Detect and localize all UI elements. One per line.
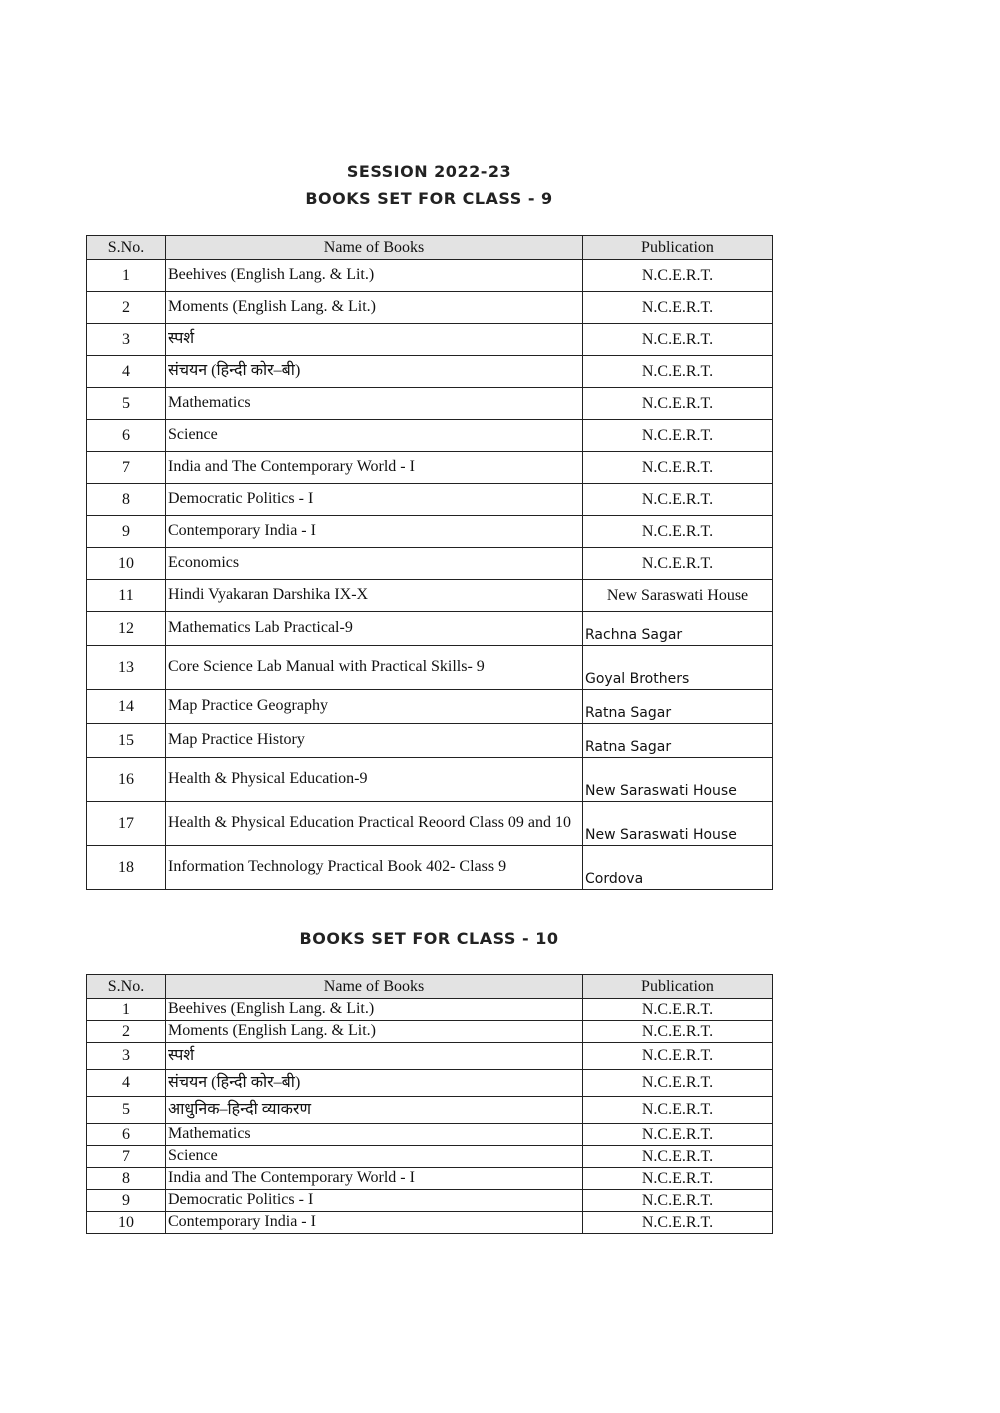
cell-book-name: स्पर्श [166, 324, 583, 356]
cell-sno: 6 [87, 1124, 166, 1146]
table-row [87, 999, 773, 1021]
cell-publication: N.C.E.R.T. [583, 1168, 773, 1190]
cell-publication: Ratna Sagar [583, 724, 773, 758]
cell-publication: N.C.E.R.T. [583, 324, 773, 356]
cell-sno: 10 [87, 1212, 166, 1234]
cell-book-name: Beehives (English Lang. & Lit.) [166, 999, 583, 1021]
cell-publication: N.C.E.R.T. [583, 260, 773, 292]
table-header-row [87, 975, 773, 999]
table-row [87, 1070, 773, 1097]
cell-sno: 2 [87, 1021, 166, 1043]
cell-sno: 11 [87, 580, 166, 612]
class10-title: BOOKS SET FOR CLASS - 10 [299, 929, 559, 948]
table-row [87, 1021, 773, 1043]
cell-book-name: संचयन (हिन्दी कोर–बी) [166, 356, 583, 388]
table-row [87, 846, 773, 890]
cell-sno: 6 [87, 420, 166, 452]
cell-sno: 8 [87, 484, 166, 516]
class9-title: BOOKS SET FOR CLASS - 9 [305, 189, 553, 208]
table-row [87, 724, 773, 758]
cell-book-name: आधुनिक–हिन्दी व्याकरण [166, 1097, 583, 1124]
table-row [87, 612, 773, 646]
cell-book-name: Contemporary India - I [166, 516, 583, 548]
cell-book-name: Science [166, 1146, 583, 1168]
table-row [87, 690, 773, 724]
table-row [87, 646, 773, 690]
cell-book-name: Mathematics [166, 388, 583, 420]
table-row [87, 580, 773, 612]
table-row [87, 484, 773, 516]
cell-book-name: Information Technology Practical Book 402- Class 9 [166, 846, 583, 890]
cell-sno: 13 [87, 646, 166, 690]
table-header-row [87, 236, 773, 260]
cell-sno: 10 [87, 548, 166, 580]
table-row [87, 388, 773, 420]
table-row [87, 292, 773, 324]
column-header-sno: S.No. [87, 975, 166, 999]
cell-book-name: India and The Contemporary World - I [166, 452, 583, 484]
cell-publication: N.C.E.R.T. [583, 1124, 773, 1146]
cell-publication: N.C.E.R.T. [583, 548, 773, 580]
cell-sno: 7 [87, 452, 166, 484]
cell-book-name: Core Science Lab Manual with Practical Skills- 9 [166, 646, 583, 690]
cell-sno: 7 [87, 1146, 166, 1168]
column-header-publication: Publication [583, 975, 773, 999]
cell-sno: 14 [87, 690, 166, 724]
cell-publication: New Saraswati House [583, 758, 773, 802]
cell-book-name: Health & Physical Education Practical Reoord Class 09 and 10 [166, 802, 583, 846]
cell-sno: 5 [87, 1097, 166, 1124]
table-row [87, 758, 773, 802]
cell-book-name: Mathematics Lab Practical-9 [166, 612, 583, 646]
cell-sno: 2 [87, 292, 166, 324]
cell-publication: N.C.E.R.T. [583, 388, 773, 420]
table-row [87, 548, 773, 580]
class10-books-table [86, 974, 773, 1234]
table-row [87, 1212, 773, 1234]
table-row [87, 1043, 773, 1070]
cell-publication: N.C.E.R.T. [583, 999, 773, 1021]
cell-sno: 8 [87, 1168, 166, 1190]
table-row [87, 356, 773, 388]
table-row [87, 1146, 773, 1168]
cell-publication: Goyal Brothers [583, 646, 773, 690]
table-row [87, 324, 773, 356]
cell-book-name: Democratic Politics - I [166, 1190, 583, 1212]
cell-publication: N.C.E.R.T. [583, 484, 773, 516]
cell-publication: New Saraswati House [583, 580, 773, 612]
table-row [87, 1168, 773, 1190]
table-row [87, 516, 773, 548]
cell-publication: N.C.E.R.T. [583, 1097, 773, 1124]
cell-sno: 18 [87, 846, 166, 890]
cell-publication: N.C.E.R.T. [583, 1043, 773, 1070]
column-header-name: Name of Books [166, 975, 583, 999]
table-row [87, 1124, 773, 1146]
cell-book-name: Democratic Politics - I [166, 484, 583, 516]
cell-book-name: स्पर्श [166, 1043, 583, 1070]
cell-book-name: Health & Physical Education-9 [166, 758, 583, 802]
table-row [87, 420, 773, 452]
cell-sno: 1 [87, 260, 166, 292]
cell-book-name: संचयन (हिन्दी कोर–बी) [166, 1070, 583, 1097]
cell-book-name: Hindi Vyakaran Darshika IX-X [166, 580, 583, 612]
cell-sno: 9 [87, 1190, 166, 1212]
table-row [87, 1190, 773, 1212]
cell-book-name: Moments (English Lang. & Lit.) [166, 1021, 583, 1043]
session-title: SESSION 2022-23 [346, 162, 512, 181]
cell-sno: 3 [87, 324, 166, 356]
cell-publication: N.C.E.R.T. [583, 292, 773, 324]
table-row [87, 452, 773, 484]
cell-publication: N.C.E.R.T. [583, 356, 773, 388]
cell-publication: N.C.E.R.T. [583, 1070, 773, 1097]
cell-book-name: Map Practice History [166, 724, 583, 758]
column-header-sno: S.No. [87, 236, 166, 260]
column-header-name: Name of Books [166, 236, 583, 260]
cell-book-name: Contemporary India - I [166, 1212, 583, 1234]
cell-sno: 12 [87, 612, 166, 646]
cell-book-name: Mathematics [166, 1124, 583, 1146]
cell-sno: 17 [87, 802, 166, 846]
cell-publication: N.C.E.R.T. [583, 1146, 773, 1168]
cell-book-name: Beehives (English Lang. & Lit.) [166, 260, 583, 292]
cell-book-name: Economics [166, 548, 583, 580]
cell-publication: N.C.E.R.T. [583, 1212, 773, 1234]
cell-book-name: Science [166, 420, 583, 452]
cell-sno: 1 [87, 999, 166, 1021]
cell-publication: N.C.E.R.T. [583, 1190, 773, 1212]
cell-sno: 5 [87, 388, 166, 420]
table-row [87, 260, 773, 292]
class9-books-table [86, 235, 773, 890]
cell-publication: New Saraswati House [583, 802, 773, 846]
cell-publication: Ratna Sagar [583, 690, 773, 724]
cell-publication: N.C.E.R.T. [583, 1021, 773, 1043]
cell-sno: 16 [87, 758, 166, 802]
table-row [87, 802, 773, 846]
cell-book-name: India and The Contemporary World - I [166, 1168, 583, 1190]
cell-publication: Rachna Sagar [583, 612, 773, 646]
cell-sno: 15 [87, 724, 166, 758]
cell-sno: 9 [87, 516, 166, 548]
cell-publication: N.C.E.R.T. [583, 420, 773, 452]
cell-sno: 4 [87, 356, 166, 388]
cell-publication: N.C.E.R.T. [583, 516, 773, 548]
cell-book-name: Moments (English Lang. & Lit.) [166, 292, 583, 324]
cell-sno: 4 [87, 1070, 166, 1097]
table-row [87, 1097, 773, 1124]
column-header-publication: Publication [583, 236, 773, 260]
cell-publication: N.C.E.R.T. [583, 452, 773, 484]
cell-sno: 3 [87, 1043, 166, 1070]
cell-publication: Cordova [583, 846, 773, 890]
cell-book-name: Map Practice Geography [166, 690, 583, 724]
